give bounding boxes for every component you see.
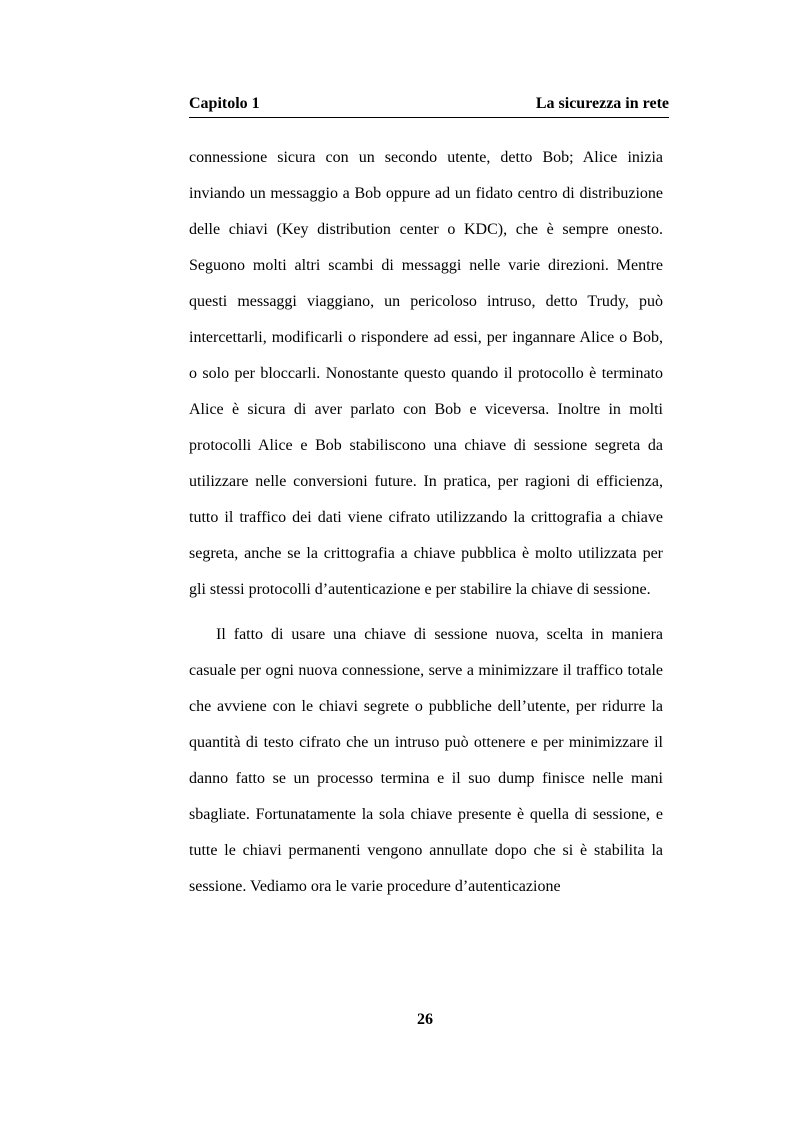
- paragraph-1: connessione sicura con un secondo utente, detto Bob; Alice inizia inviando un messaggio a Bob oppure ad un fidato centro di distribuzione delle chiavi (Key distribution center o KDC), che è sempre onesto. Seguono molti altri scambi di messaggi nelle varie direzioni. Mentre questi messaggi viaggiano, un pericoloso intruso, detto Trudy, può intercettarli, modificarli o rispondere ad essi, per ingannare Alice o Bob, o solo per bloccarli. Nonostante questo quando il protocollo è terminato Alice è sicura di aver parlato con Bob e viceversa. Inoltre in molti protocolli Alice e Bob stabiliscono una chiave di sessione segreta da utilizzare nelle conversioni future. In pratica, per ragioni di efficienza, tutto il traffico dei dati viene cifrato utilizzando la crittografia a chiave segreta, anche se la crittografia a chiave pubblica è molto utilizzata per gli stessi protocolli d’autenticazione e per stabilire la chiave di sessione.: [189, 149, 663, 598]
- body-text: [189, 140, 663, 905]
- page-number: 26: [417, 1011, 433, 1028]
- paragraph-2: Il fatto di usare una chiave di sessione nuova, scelta in maniera casuale per ogni nuova connessione, serve a minimizzare il traffico totale che avviene con le chiavi segrete o pubbliche dell’utente, per ridurre la quantità di testo cifrato che un intruso può ottenere e per minimizzare il danno fatto se un processo termina e il suo dump finisce nelle mani sbagliate. Fortunatamente la sola chiave presente è quella di sessione, e tutte le chiavi permanenti vengono annullate dopo che si è stabilita la sessione. Vediamo ora le varie procedure d’autenticazione: [189, 626, 663, 895]
- header-rule: [189, 117, 669, 118]
- running-header: [189, 94, 669, 116]
- chapter-title: Capitolo 1: [189, 95, 260, 112]
- section-title: La sicurezza in rete: [535, 95, 669, 112]
